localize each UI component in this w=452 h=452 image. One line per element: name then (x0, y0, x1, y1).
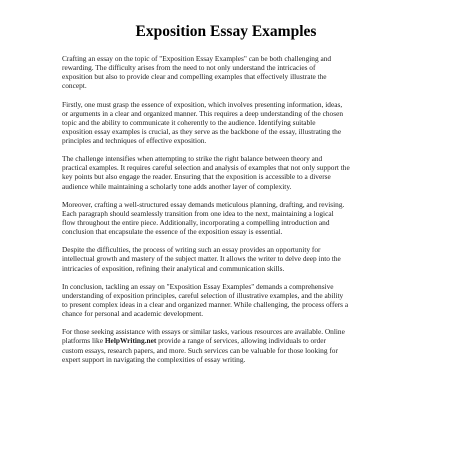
text-line: expert support in navigating the complexities of essay writing. (62, 354, 246, 364)
paragraph-intro (62, 54, 402, 90)
text-line: Crafting an essay on the topic of "Exposition Essay Examples" can be both challenging and (62, 54, 332, 63)
helpwriting-link[interactable]: HelpWriting.net (104, 336, 157, 346)
text-line: understanding of exposition principles, careful selection of illustrative examples, and the ability (62, 290, 344, 300)
paragraph-growth (62, 245, 402, 272)
text-line: For those seeking assistance with essays or similar tasks, various resources are available. Online (62, 327, 345, 337)
text-fragment: platforms like (62, 336, 105, 346)
text-line: custom essays, research papers, and more. Such services can be valuable for those looking for (62, 345, 338, 355)
text-line: concept. (62, 81, 87, 91)
text-line: intellectual growth and mastery of the subject matter. It allows the writer to delve deep into the (62, 254, 341, 264)
paragraph-essence (62, 100, 402, 145)
paragraph-challenge (62, 154, 402, 190)
text-line: The challenge intensifies when attempting to strike the right balance between theory and (62, 154, 323, 164)
text-line: exposition but also to provide clear and compelling examples that effectively illustrate the (62, 72, 327, 82)
text-line: flow throughout the entire piece. Additionally, incorporating a compelling introduction and (62, 217, 330, 227)
text-line: exposition essay examples is crucial, as they serve as the backbone of the essay, illustrating the (62, 126, 342, 136)
text-line: Moreover, crafting a well-structured essay demands meticulous planning, drafting, and revising. (62, 199, 345, 209)
text-line: Each paragraph should seamlessly transition from one idea to the next, maintaining a logical (62, 208, 334, 218)
text-line: principles and techniques of effective exposition. (62, 135, 207, 145)
text-line: chance for personal and academic development. (62, 309, 204, 319)
paragraph-structure (62, 200, 402, 236)
text-line: In conclusion, tackling an essay on "Exposition Essay Examples" demands a comprehensive (62, 281, 334, 291)
text-line: audience while maintaining a scholarly tone adds another layer of complexity. (62, 181, 292, 191)
text-line: to present complex ideas in a clear and organized manner. While challenging, the process offers a (62, 300, 349, 309)
text-line: key points but also engage the reader. Ensuring that the exposition is accessible to a diverse (62, 172, 331, 182)
text-line: practical examples. It requires careful selection and analysis of examples that not only support the (62, 163, 350, 173)
text-fragment: provide a range of services, allowing individuals to order (156, 336, 327, 346)
paragraph-resources (62, 327, 402, 363)
text-line: Despite the difficulties, the process of writing such an essay provides an opportunity for (62, 245, 321, 255)
text-line: topic and the ability to communicate it coherently to the audience. Identifying suitable (62, 117, 316, 127)
text-line: intricacies of exposition, refining their analytical and communication skills. (62, 263, 285, 273)
text-line: conclusion that encapsulate the essence of the exposition essay is essential. (62, 227, 283, 237)
document-title: Exposition Essay Examples (135, 23, 317, 40)
text-line-with-link (62, 336, 402, 345)
paragraph-conclusion (62, 282, 402, 318)
text-line: or arguments in a clear and organized manner. This requires a deep understanding of the chosen (62, 108, 344, 118)
text-line: rewarding. The difficulty arises from the need to not only understand the intricacies of (62, 63, 316, 73)
text-line: Firstly, one must grasp the essence of exposition, which involves presenting information, ideas, (62, 99, 343, 109)
document-body (62, 54, 402, 373)
